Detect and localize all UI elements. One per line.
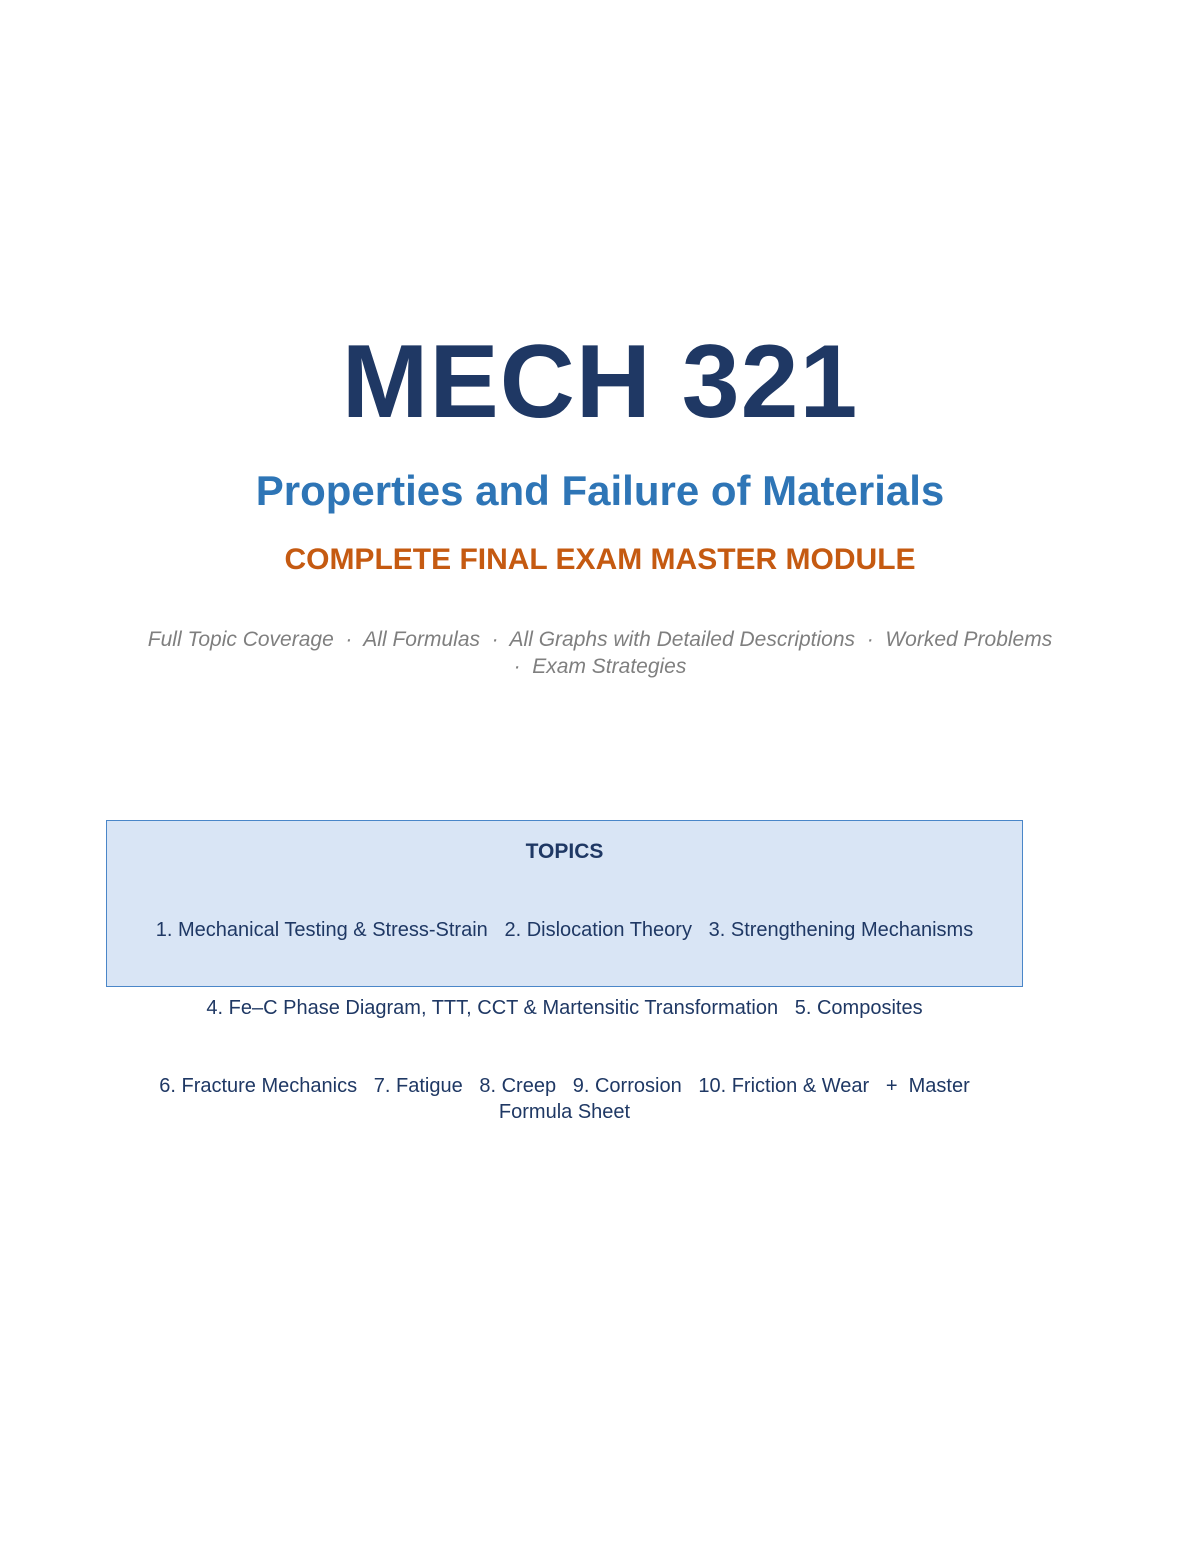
topics-line: 1. Mechanical Testing & Stress-Strain 2. Dislocation Theory 3. Strengthening Mechanisms: [155, 919, 974, 941]
topics-box: [106, 820, 1023, 1123]
course-title: Properties and Failure of Materials: [255, 467, 945, 514]
topics-heading: TOPICS: [525, 840, 604, 863]
module-title: COMPLETE FINAL EXAM MASTER MODULE: [284, 543, 916, 576]
topics-line: 6. Fracture Mechanics 7. Fatigue 8. Creep 9. Corrosion 10. Friction & Wear + Master Formula Sheet: [159, 1075, 976, 1123]
feature-summary: Full Topic Coverage · All Formulas · All Graphs with Detailed Descriptions · Worked Problems · Exam Strategies: [147, 628, 1064, 678]
topics-list: [107, 865, 1022, 1177]
topics-line: 4. Fe–C Phase Diagram, TTT, CCT & Martensitic Transformation 5. Composites: [206, 997, 923, 1019]
course-code: MECH 321: [341, 324, 859, 440]
